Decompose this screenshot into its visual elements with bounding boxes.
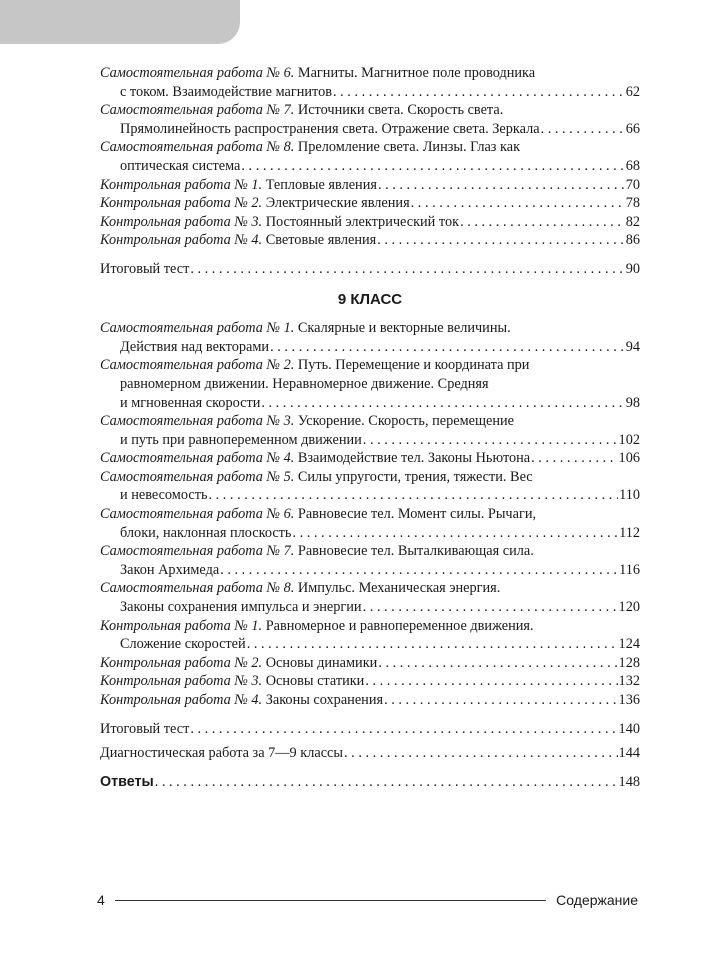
toc-entry[interactable]	[100, 617, 640, 654]
toc-entry-title: Основы динамики	[265, 654, 378, 671]
page-footer	[97, 892, 638, 908]
dot-leader	[365, 672, 617, 691]
dot-leader	[363, 598, 618, 617]
toc-entry[interactable]	[100, 176, 640, 195]
toc-entry-type: Самостоятельная работа № 8.	[100, 139, 295, 156]
toc-entry-title: Путь. Перемещение и координата при	[297, 357, 530, 374]
dot-leader	[363, 431, 618, 450]
toc-entry-title: Источники света. Скорость света.	[297, 102, 504, 119]
toc-entry-title-continued: Прямолинейность распространения света. Отражение света. Зеркала	[120, 120, 540, 137]
toc-entry[interactable]	[100, 672, 640, 691]
toc-entry-title-continued: Сложение скоростей	[120, 636, 246, 653]
toc-entry-title: Преломление света. Линзы. Глаз как	[297, 139, 521, 156]
toc-page-number: 132	[618, 673, 640, 690]
toc-entry[interactable]	[100, 356, 640, 412]
toc-page-number: 116	[619, 561, 640, 578]
toc-entry-title: Взаимодействие тел. Законы Ньютона	[297, 450, 531, 467]
toc-entry-title: Законы сохранения	[265, 692, 384, 708]
toc-entry-title-continued: с током. Взаимодействие магнитов	[120, 83, 332, 100]
dot-leader	[292, 524, 618, 543]
dot-leader	[378, 654, 617, 673]
toc-entry-grade9-final-test[interactable]	[100, 720, 640, 739]
toc-page-number: 140	[618, 720, 640, 737]
toc-page-number: 66	[625, 120, 640, 137]
toc-entry-title: Скалярные и векторные величины.	[297, 320, 511, 337]
dot-leader	[270, 338, 625, 357]
toc-page-number: 128	[618, 654, 640, 671]
toc-entry-diagnostic[interactable]	[100, 744, 640, 763]
dot-leader	[220, 561, 618, 580]
toc-entry-type: Контрольная работа № 4.	[100, 692, 263, 708]
toc-entry-type: Контрольная работа № 1.	[100, 176, 263, 193]
toc-entry-title: Ускорение. Скорость, перемещение	[297, 413, 514, 430]
toc-entry-answers[interactable]	[100, 773, 640, 792]
toc-entry[interactable]	[100, 194, 640, 213]
dot-leader	[411, 194, 625, 213]
toc-entry-type: Самостоятельная работа № 4.	[100, 450, 295, 467]
toc-entry[interactable]	[100, 319, 640, 356]
toc-entry-title: Основы статики	[265, 673, 365, 690]
toc-entry-title: Световые явления	[265, 232, 377, 249]
dot-leader	[208, 486, 618, 505]
dot-leader	[377, 231, 624, 250]
dot-leader	[378, 176, 625, 195]
toc-entry[interactable]	[100, 138, 640, 175]
toc-entry[interactable]	[100, 654, 640, 673]
toc-page-number: 90	[625, 260, 640, 277]
dot-leader	[531, 449, 617, 468]
toc-entry-type: Контрольная работа № 1.	[100, 617, 263, 634]
toc-page-number: 102	[618, 431, 640, 448]
toc-entry[interactable]	[100, 691, 640, 710]
toc-page-number: 110	[619, 487, 640, 504]
toc-entry-title-continued: и путь при равнопеременном движении	[120, 431, 362, 448]
dot-leader	[384, 691, 617, 710]
toc-page-number: 136	[618, 692, 640, 708]
toc-entry[interactable]	[100, 468, 640, 505]
toc-entry[interactable]	[100, 64, 640, 101]
toc-entry-title: Ответы	[100, 773, 154, 790]
dot-leader	[333, 83, 625, 102]
footer-rule	[115, 900, 546, 901]
toc-entry[interactable]	[100, 101, 640, 138]
toc-entry-type: Самостоятельная работа № 1.	[100, 320, 295, 337]
toc-entry-title: Импульс. Механическая энергия.	[297, 580, 501, 597]
toc-entry-grade8-final-test[interactable]	[100, 260, 640, 279]
grade9-entries	[100, 319, 640, 709]
toc-entry[interactable]	[100, 449, 640, 468]
toc-entry-type: Контрольная работа № 2.	[100, 195, 263, 212]
toc-entry-type: Самостоятельная работа № 5.	[100, 468, 295, 485]
toc-entry-title: Постоянный электрический ток	[265, 213, 460, 230]
toc-entry-title: Итоговый тест	[100, 720, 190, 737]
toc-entry-type: Самостоятельная работа № 6.	[100, 65, 295, 81]
toc-page-number: 106	[618, 450, 640, 467]
toc-entry-title: Электрические явления	[265, 195, 410, 212]
toc-page-number: 120	[618, 599, 640, 616]
toc-entry-type: Самостоятельная работа № 6.	[100, 506, 295, 523]
section-heading-grade9: 9 КЛАСС	[337, 290, 403, 308]
toc-entry-title: Магниты. Магнитное поле проводника	[297, 65, 536, 81]
toc-page-number: 94	[625, 338, 640, 355]
toc-entry-title-continued: Закон Архимеда	[120, 561, 220, 578]
toc-entry[interactable]	[100, 579, 640, 616]
toc-entry-type: Контрольная работа № 3.	[100, 213, 263, 230]
toc-page-number: 124	[618, 636, 640, 653]
toc-entry-title: Равновесие тел. Выталкивающая сила.	[297, 543, 534, 560]
toc-entry-type: Самостоятельная работа № 7.	[100, 102, 295, 119]
header-tab-decoration	[0, 0, 240, 44]
dot-leader	[541, 120, 625, 139]
footer-page-number: 4	[97, 892, 105, 908]
toc-page-number: 148	[618, 773, 640, 790]
toc-entry-type: Самостоятельная работа № 3.	[100, 413, 295, 430]
toc-page-number: 78	[625, 195, 640, 212]
table-of-contents	[100, 64, 640, 791]
toc-entry-title: Равномерное и равнопеременное движения.	[265, 617, 534, 634]
toc-entry-title: Тепловые явления	[265, 176, 377, 193]
dot-leader	[241, 157, 624, 176]
dot-leader	[155, 773, 618, 792]
toc-page-number: 112	[619, 524, 640, 541]
toc-entry-type: Контрольная работа № 3.	[100, 673, 263, 690]
toc-entry-type: Самостоятельная работа № 2.	[100, 357, 295, 374]
toc-page-number: 98	[625, 394, 640, 411]
toc-page-number: 68	[625, 157, 640, 174]
toc-entry[interactable]	[100, 505, 640, 542]
toc-entry-type: Самостоятельная работа № 7.	[100, 543, 295, 560]
toc-entry-title: Равновесие тел. Момент силы. Рычаги,	[297, 506, 537, 523]
dot-leader	[344, 744, 618, 763]
dot-leader	[190, 260, 624, 279]
toc-page-number: 86	[625, 232, 640, 249]
dot-leader	[261, 394, 624, 413]
grade8-entries	[100, 64, 640, 250]
toc-entry-title-continued: блоки, наклонная плоскость	[120, 524, 292, 541]
toc-entry-title-continued: Законы сохранения импульса и энергии	[120, 599, 362, 616]
dot-leader	[460, 213, 625, 232]
toc-entry-type: Самостоятельная работа № 8.	[100, 580, 295, 597]
toc-entry[interactable]	[100, 213, 640, 232]
footer-section-title: Содержание	[556, 892, 638, 908]
dot-leader	[190, 720, 617, 739]
toc-entry-title: Диагностическая работа за 7—9 классы	[100, 745, 344, 762]
toc-page-number: 70	[625, 176, 640, 193]
toc-entry-type: Контрольная работа № 2.	[100, 654, 263, 671]
toc-page-number: 62	[625, 83, 640, 100]
toc-entry-title-continued: оптическая система	[120, 157, 241, 174]
toc-entry[interactable]	[100, 231, 640, 250]
toc-entry[interactable]	[100, 542, 640, 579]
toc-entry-title-continued: равномерном движении. Неравномерное движение. Средняя	[120, 375, 489, 392]
toc-entry-title: Силы упругости, трения, тяжести. Вес	[297, 468, 533, 485]
toc-entry-title-continued: Действия над векторами	[120, 338, 270, 355]
toc-entry-title-continued: и мгновенная скорости	[120, 394, 261, 411]
toc-entry-title-continued: и невесомость	[120, 487, 208, 504]
toc-page-number: 144	[618, 745, 640, 762]
toc-page-number: 82	[625, 213, 640, 230]
dot-leader	[247, 635, 618, 654]
toc-entry-title: Итоговый тест	[100, 260, 190, 277]
toc-entry-type: Контрольная работа № 4.	[100, 232, 263, 249]
toc-entry[interactable]	[100, 412, 640, 449]
